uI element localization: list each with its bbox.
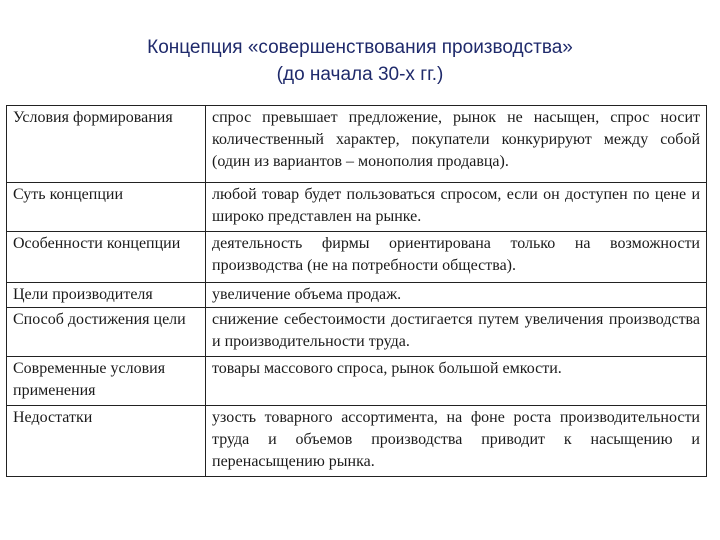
row-label: Особенности концепции bbox=[7, 232, 206, 283]
title-line-2: (до начала 30-х гг.) bbox=[276, 64, 444, 85]
table-row bbox=[7, 283, 707, 308]
slide-title bbox=[0, 34, 720, 88]
table-row bbox=[7, 232, 707, 283]
row-description: любой товар будет пользоваться спросом, если он доступен по цене и широко представлен на рынке. bbox=[206, 183, 707, 232]
row-description: деятельность фирмы ориентирована только на возможности производства (не на потребности общества). bbox=[206, 232, 707, 283]
title-line-1: Концепция «совершенствования производства» bbox=[147, 37, 573, 58]
row-label: Способ достижения цели bbox=[7, 308, 206, 357]
row-label: Недостатки bbox=[7, 406, 206, 477]
row-description: товары массового спроса, рынок большой емкости. bbox=[206, 357, 707, 406]
row-label: Условия формирования bbox=[7, 106, 206, 183]
table-row bbox=[7, 106, 707, 183]
row-description: узость товарного ассортимента, на фоне роста производительности труда и объемов производства приводит к насыщению и перенасыщению рынка. bbox=[206, 406, 707, 477]
table-row bbox=[7, 308, 707, 357]
row-label: Современные условия применения bbox=[7, 357, 206, 406]
table-row bbox=[7, 406, 707, 477]
row-label: Суть концепции bbox=[7, 183, 206, 232]
row-description: спрос превышает предложение, рынок не насыщен, спрос носит количественный характер, покупатели конкурируют между собой (один из вариантов – монополия продавца). bbox=[206, 106, 707, 183]
table-row bbox=[7, 183, 707, 232]
concept-table bbox=[6, 105, 707, 477]
row-description: снижение себестоимости достигается путем увеличения производства и производительности труда. bbox=[206, 308, 707, 357]
row-description: увеличение объема продаж. bbox=[206, 283, 707, 308]
row-label: Цели производителя bbox=[7, 283, 206, 308]
table-row bbox=[7, 357, 707, 406]
